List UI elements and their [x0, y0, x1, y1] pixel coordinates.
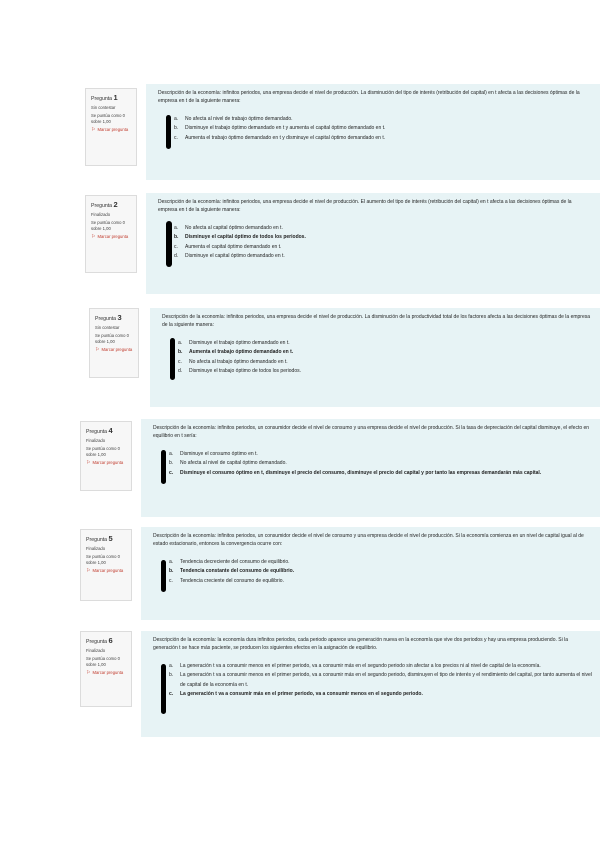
answer-option[interactable]: a. No afecta al capital óptimo demandado en t. [174, 224, 283, 231]
question-mark: Se puntúa como 0 sobre 1,00 [95, 333, 129, 344]
question-state: Sin contestar [91, 105, 116, 110]
question-text: Descripción de la economía: infinitos periodos, un consumidor decide el nivel de consumo y una empresa decide el nivel de producción. Si la economía comienza en un nivel de capital igual al de estado estacionario, entonces la convergencia ocurre con: [153, 533, 584, 548]
question-number: Pregunta 4 [86, 426, 113, 435]
question-number: Pregunta 6 [86, 636, 113, 645]
question-number: Pregunta 2 [91, 200, 118, 209]
answer-list [158, 224, 592, 262]
flag-icon: ⚐ [95, 347, 100, 354]
pen-mark [170, 338, 175, 380]
flag-icon: ⚐ [86, 568, 91, 575]
answer-option[interactable]: c. La generación t va a consumir más en el primer periodo, va a consumir menos en el segundo periodo. [169, 691, 423, 697]
question-text: Descripción de la economía: infinitos periodos, una empresa decide el nivel de producción. El aumento del tipo de interés (retribución del capital) en t afecta a las decisiones óptimas de la empresa en t de la siguiente manera: [158, 199, 572, 214]
answer-option[interactable]: b. La generación t va a consumir menos en el primer periodo, va a consumir más en el segundo periodo, disminuyen el tipo de interés y el rendimiento del capital, por tanto aumenta el nivel de capital de la economía en t. [169, 672, 592, 688]
question-state: Finalizado [86, 648, 106, 653]
question-content [146, 193, 600, 294]
answer-option[interactable]: a. No afecta al nivel de trabajo óptimo demandado. [174, 115, 293, 122]
question-mark: Se puntúa como 0 sobre 1,00 [86, 446, 120, 457]
flag-question-link[interactable]: ⚐ Marcar pregunta [86, 670, 124, 677]
question-state: Finalizado [86, 546, 106, 551]
flag-icon: ⚐ [91, 234, 96, 241]
answer-option[interactable]: c. Disminuye el consumo óptimo en t, disminuye el precio del consumo, disminuye el precio del capital y por tanto las empresas demandarán más capital. [169, 469, 542, 476]
answer-option[interactable]: c. Aumenta el trabajo óptimo demandado en t y disminuye el capital óptimo demandado en t. [174, 134, 386, 141]
pen-mark [161, 450, 166, 484]
flag-question-link[interactable]: ⚐ Marcar pregunta [91, 127, 129, 134]
question-state: Finalizado [91, 212, 111, 217]
answer-list [153, 450, 592, 479]
question-text: Descripción de la economía: la economía dura infinitos periodos, cada periodo aparece una generación nueva en la economía que vive dos periodos y hay una empresa produciendo. Si la generación t se hace más paciente, se producen los siguientes efectos en la asignación de equilibrio. [153, 637, 568, 652]
answer-option[interactable]: b. Disminuye el trabajo óptimo demandado en t y aumenta el capital óptimo demandado en t. [174, 125, 386, 131]
answer-option[interactable]: c. Tendencia creciente del consumo de equilibrio. [169, 577, 284, 584]
answer-option[interactable]: b. Disminuye el capital óptimo de todos los periodos. [174, 234, 306, 240]
flag-question-link[interactable]: ⚐ Marcar pregunta [91, 234, 129, 241]
answer-option[interactable]: a. Disminuye el trabajo óptimo demandado en t. [178, 339, 290, 346]
question-info [85, 88, 137, 166]
answer-option[interactable]: b. No afecta al nivel de capital óptimo demandado. [169, 460, 287, 466]
answer-option[interactable]: c. Aumenta el capital óptimo demandado en t. [174, 243, 282, 250]
answer-list [153, 558, 592, 587]
answer-option[interactable]: d. Disminuye el trabajo óptimo de todos los periodos. [178, 368, 302, 374]
question-text: Descripción de la economía: infinitos periodos, una empresa decide el nivel de producción. La disminución del tipo de interés (retribución del capital) en t afecta a las decisiones óptimas de la empresa en t de la siguiente manera: [158, 90, 580, 105]
question-number: Pregunta 3 [95, 313, 122, 322]
question-content [141, 631, 600, 737]
question-content [141, 419, 600, 517]
question-mark: Se puntúa como 0 sobre 1,00 [86, 656, 120, 667]
answer-list [158, 115, 592, 144]
flag-icon: ⚐ [86, 460, 91, 467]
question-info [80, 631, 132, 707]
question-info [80, 421, 132, 491]
question-info [89, 308, 139, 378]
question-state: Sin contestar [95, 325, 120, 330]
question-number: Pregunta 5 [86, 534, 113, 543]
question-info [80, 529, 132, 601]
flag-question-link[interactable]: ⚐ Marcar pregunta [95, 347, 133, 354]
question-content [146, 84, 600, 180]
answer-list [153, 662, 592, 700]
question-mark: Se puntúa como 0 sobre 1,00 [91, 220, 125, 231]
question-content [141, 527, 600, 620]
question-number: Pregunta 1 [91, 93, 118, 102]
question-text: Descripción de la economía: infinitos periodos, un consumidor decide el nivel de consumo y una empresa decide el nivel de producción. Si la tasa de depreciación del capital disminuye, el efecto en equilibrio en t sería: [153, 425, 590, 440]
question-text: Descripción de la economía: infinitos periodos, una empresa decide el nivel de producción. La disminución de la productividad total de los factores afecta a las decisiones óptimas de la empresa de la siguiente manera: [162, 314, 591, 329]
flag-icon: ⚐ [91, 127, 96, 134]
flag-icon: ⚐ [86, 670, 91, 677]
pen-mark [166, 221, 172, 267]
question-mark: Se puntúa como 0 sobre 1,00 [86, 554, 120, 565]
answer-option[interactable]: a. Tendencia decreciente del consumo de equilibrio. [169, 558, 290, 565]
answer-option[interactable]: a. Disminuye el consumo óptimo en t. [169, 450, 258, 457]
answer-option[interactable]: c. No afecta al trabajo óptimo demandado en t. [178, 358, 288, 365]
pen-mark [166, 115, 171, 149]
answer-list [162, 339, 592, 377]
pen-mark [161, 664, 166, 714]
flag-question-link[interactable]: ⚐ Marcar pregunta [86, 460, 124, 467]
question-info [85, 195, 137, 273]
question-mark: Se puntúa como 0 sobre 1,00 [91, 113, 125, 124]
answer-option[interactable]: a. La generación t va a consumir menos en el primer periodo, va a consumir más en el segundo periodo sin afectar a los precios ni al nivel de capital de la economía. [169, 662, 541, 669]
answer-option[interactable]: b. Aumenta el trabajo óptimo demandado en t. [178, 349, 294, 355]
question-state: Finalizado [86, 438, 106, 443]
question-content [150, 308, 600, 407]
answer-option[interactable]: b. Tendencia constante del consumo de equilibrio. [169, 568, 295, 574]
flag-question-link[interactable]: ⚐ Marcar pregunta [86, 568, 124, 575]
pen-mark [161, 560, 166, 592]
answer-option[interactable]: d. Disminuye el capital óptimo demandado en t. [174, 253, 285, 259]
